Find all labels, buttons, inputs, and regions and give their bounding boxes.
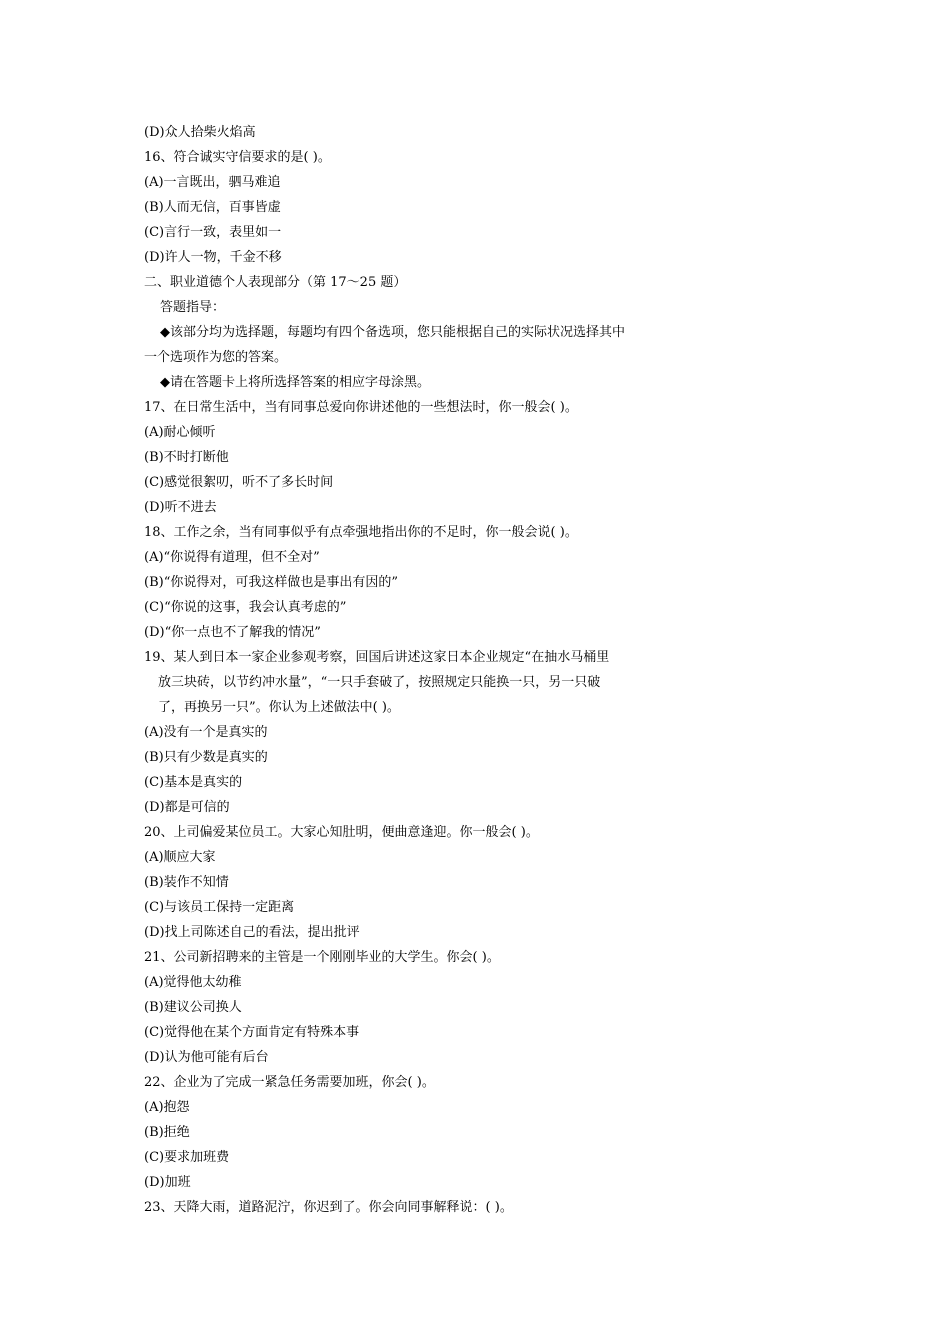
option-line: (D)都是可信的: [144, 800, 230, 815]
option-line: (D)“你一点也不了解我的情况”: [144, 625, 321, 640]
option-line: (C)与该员工保持一定距离: [144, 900, 295, 915]
option-line: (A)没有一个是真实的: [144, 725, 268, 740]
option-line: (A)耐心倾听: [144, 425, 216, 440]
option-line: (D)听不进去: [144, 500, 217, 515]
option-line: (C)要求加班费: [144, 1150, 230, 1165]
option-line: (D)加班: [144, 1175, 191, 1190]
instruction-line: ◆请在答题卡上将所选择答案的相应字母涂黑。: [160, 375, 430, 390]
option-line: (A)“你说得有道理，但不全对”: [144, 550, 320, 565]
option-line: (A)抱怨: [144, 1100, 190, 1115]
option-line: (D)众人拾柴火焰高: [144, 125, 256, 140]
question-line: 21、公司新招聘来的主管是一个刚刚毕业的大学生。你会( )。: [144, 950, 500, 965]
option-line: (B)建议公司换人: [144, 1000, 242, 1015]
option-line: (C)言行一致，表里如一: [144, 225, 282, 240]
question-line: 16、符合诚实守信要求的是( )。: [144, 150, 331, 165]
option-line: (D)认为他可能有后台: [144, 1050, 269, 1065]
option-line: (A)一言既出，驷马难追: [144, 175, 281, 190]
question-line: 23、天降大雨，道路泥泞，你迟到了。你会向同事解释说：( )。: [144, 1200, 513, 1215]
question-line: 18、工作之余，当有同事似乎有点牵强地指出你的不足时，你一般会说( )。: [144, 525, 578, 540]
option-line: (C)“你说的这事，我会认真考虑的”: [144, 600, 347, 615]
option-line: (B)不时打断他: [144, 450, 229, 465]
question-continuation: 放三块砖，以节约冲水量”，“一只手套破了，按照规定只能换一只，另一只破: [158, 675, 601, 690]
option-line: (C)感觉很絮叨，听不了多长时间: [144, 475, 334, 490]
instruction-line: ◆该部分均为选择题，每题均有四个备选项，您只能根据自己的实际状况选择其中: [160, 325, 625, 340]
instruction-label: 答题指导：: [160, 300, 226, 315]
option-line: (C)基本是真实的: [144, 775, 243, 790]
instruction-line: 一个选项作为您的答案。: [144, 350, 288, 365]
question-continuation: 了，再换另一只”。你认为上述做法中( )。: [158, 700, 400, 715]
option-line: (C)觉得他在某个方面肯定有特殊本事: [144, 1025, 360, 1040]
option-line: (D)找上司陈述自己的看法，提出批评: [144, 925, 360, 940]
question-line: 20、上司偏爱某位员工。大家心知肚明，便曲意逢迎。你一般会( )。: [144, 825, 539, 840]
option-line: (B)“你说得对，可我这样做也是事出有因的”: [144, 575, 398, 590]
option-line: (A)顺应大家: [144, 850, 216, 865]
section-heading: 二、职业道德个人表现部分（第 17～25 题）: [144, 275, 407, 290]
option-line: (B)只有少数是真实的: [144, 750, 268, 765]
option-line: (B)装作不知情: [144, 875, 229, 890]
question-line: 17、在日常生活中，当有同事总爱向你讲述他的一些想法时，你一般会( )。: [144, 400, 578, 415]
option-line: (D)许人一物，千金不移: [144, 250, 282, 265]
option-line: (B)拒绝: [144, 1125, 190, 1140]
option-line: (A)觉得他太幼稚: [144, 975, 242, 990]
question-line: 19、某人到日本一家企业参观考察，回国后讲述这家日本企业规定“在抽水马桶里: [144, 650, 610, 665]
option-line: (B)人而无信，百事皆虚: [144, 200, 281, 215]
question-line: 22、企业为了完成一紧急任务需要加班，你会( )。: [144, 1075, 435, 1090]
